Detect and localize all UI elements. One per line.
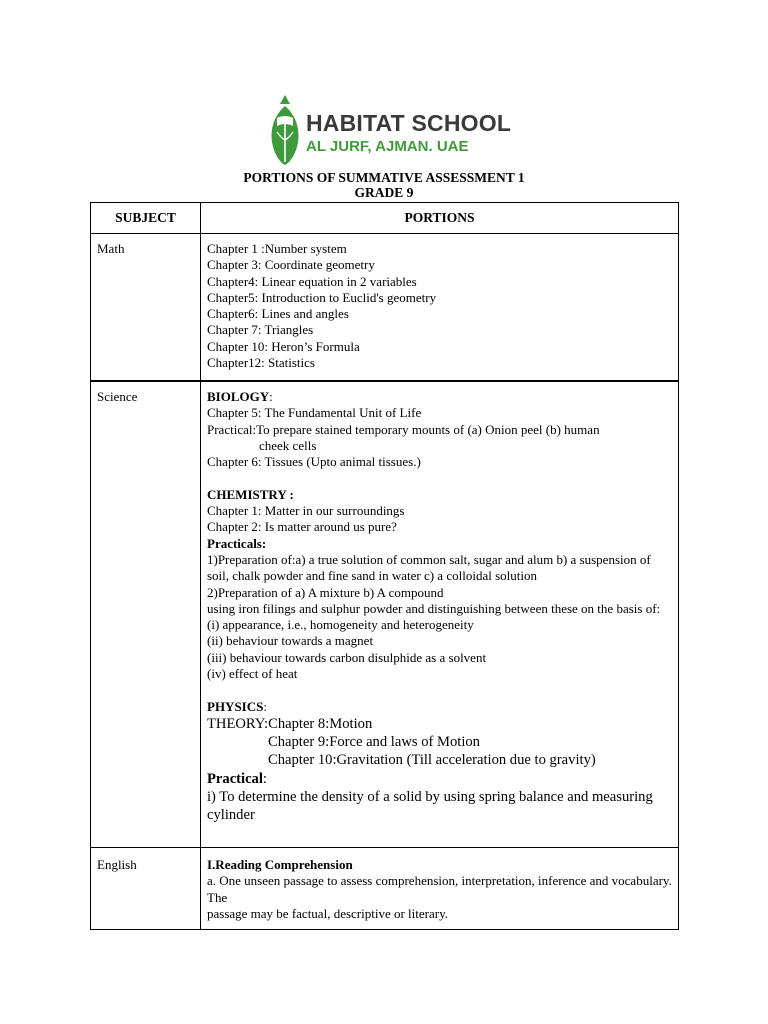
physics-chapter10: Chapter 10:Gravitation (Till acceleration due to gravity)	[268, 752, 596, 769]
biology-chapter6: Chapter 6: Tissues (Upto animal tissues.)	[207, 454, 421, 470]
subject-english: English	[91, 848, 201, 930]
biology-practical: Practical:To prepare stained temporary mounts of (a) Onion peel (b) human	[207, 421, 600, 437]
school-name: HABITAT SCHOOL	[306, 110, 512, 136]
portions-table	[90, 202, 679, 930]
subject-science: Science	[91, 381, 201, 848]
chemistry-point: (ii) behaviour towards a magnet	[207, 633, 374, 649]
english-row	[91, 848, 679, 930]
physics-heading-line	[207, 699, 672, 715]
math-row	[91, 234, 679, 382]
math-chapter-line: Chapter 1 :Number system	[207, 241, 347, 256]
subject-column-header: SUBJECT	[91, 203, 201, 234]
english-heading: I.Reading Comprehension	[207, 857, 353, 872]
biology-practical-cont: cheek cells	[259, 437, 317, 453]
physics-heading: PHYSICS	[207, 698, 264, 714]
science-portions	[201, 381, 679, 848]
school-location: AL JURF, AJMAN. UAE	[306, 138, 469, 155]
physics-practical-item: i) To determine the density of a solid by using spring balance and measuring cylinder	[207, 788, 653, 823]
chemistry-heading: CHEMISTRY :	[207, 486, 294, 502]
physics-practical-colon: :	[262, 770, 267, 787]
physics-theory: THEORY:Chapter 8:Motion	[207, 715, 373, 732]
portions-column-header: PORTIONS	[201, 203, 679, 234]
chemistry-chapter1: Chapter 1: Matter in our surroundings	[207, 503, 405, 519]
table-header-row	[91, 203, 679, 234]
physics-heading-colon: :	[263, 698, 267, 714]
chemistry-point: (iii) behaviour towards carbon disulphide as a solvent	[207, 649, 487, 665]
chemistry-practical-2-cont: using iron filings and sulphur powder and distinguishing between these on the basis of:	[207, 600, 661, 616]
school-logo	[268, 94, 512, 166]
chemistry-chapter2: Chapter 2: Is matter around us pure?	[207, 519, 397, 535]
biology-heading-colon: :	[269, 389, 273, 404]
grade-heading: GRADE 9	[354, 185, 414, 200]
chemistry-point: (i) appearance, i.e., homogeneity and heterogeneity	[207, 617, 474, 633]
chemistry-practical-2: 2)Preparation of a) A mixture b) A compound	[207, 584, 444, 600]
physics-practical-heading-line	[207, 770, 672, 788]
subject-math: Math	[91, 234, 201, 382]
chemistry-practical-1: 1)Preparation of:a) a true solution of common salt, sugar and alum b) a suspension of soil, chalk powder and fine sand in water c) a colloidal solution	[207, 551, 651, 584]
math-chapter-line: Chapter 10: Heron’s Formula	[207, 338, 360, 354]
english-line-b: passage may be factual, descriptive or literary.	[207, 905, 448, 921]
biology-heading-line	[207, 389, 672, 405]
math-chapter-line: Chapter4: Linear equation in 2 variables	[207, 273, 417, 289]
document-title: PORTIONS OF SUMMATIVE ASSESSMENT 1	[243, 170, 525, 185]
spacer	[207, 470, 672, 486]
physics-practical-heading: Practical	[207, 770, 263, 787]
english-portions	[201, 848, 679, 930]
math-chapter-line: Chapter 7: Triangles	[207, 322, 314, 338]
physics-chapter9: Chapter 9:Force and laws of Motion	[268, 734, 480, 751]
biology-heading: BIOLOGY	[207, 389, 270, 404]
math-chapter-line: Chapter5: Introduction to Euclid's geometry	[207, 289, 437, 305]
spacer	[207, 682, 672, 698]
math-portions	[201, 234, 679, 382]
chemistry-practicals-heading: Practicals:	[207, 535, 267, 551]
biology-chapter5: Chapter 5: The Fundamental Unit of Life	[207, 405, 422, 421]
leaf-book-icon	[268, 94, 302, 166]
science-row	[91, 381, 679, 848]
math-chapter-line: Chapter 3: Coordinate geometry	[207, 257, 375, 273]
math-chapter-line: Chapter6: Lines and angles	[207, 306, 349, 322]
chemistry-point: (iv) effect of heat	[207, 666, 298, 682]
math-chapter-line: Chapter12: Statistics	[207, 355, 315, 371]
english-line-a: a. One unseen passage to assess comprehension, interpretation, inference and vocabulary. The	[207, 873, 672, 905]
